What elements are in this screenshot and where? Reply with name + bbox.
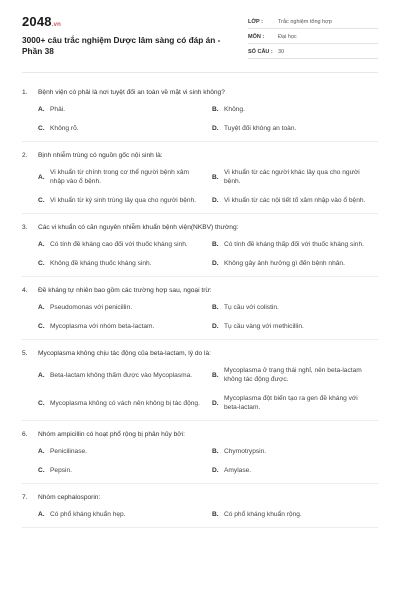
answer-option[interactable] (212, 466, 386, 475)
meta-label: MÔN : (248, 34, 265, 40)
answer-text: Không. (224, 106, 245, 113)
question-text (22, 88, 378, 97)
answer-option[interactable] (38, 394, 212, 412)
meta-row-subject (248, 31, 378, 44)
header (22, 0, 378, 62)
answer-text: Penicilinase. (50, 448, 88, 455)
question-number: 1. (22, 89, 28, 96)
question-block (22, 340, 378, 421)
answer-letter: B. (212, 511, 219, 518)
logo-tld: .vn (51, 22, 62, 28)
answer-options (22, 510, 378, 519)
answer-letter: A. (38, 173, 45, 181)
answer-option[interactable] (38, 466, 212, 475)
header-divider (22, 72, 378, 73)
answer-option[interactable] (212, 240, 386, 249)
answer-text: Mycoplasma không có vách nên không bị tác động. (50, 399, 200, 407)
answer-letter: B. (212, 106, 219, 113)
question-number: 3. (22, 224, 28, 231)
answer-text: Chymotrypsin. (224, 448, 267, 455)
question-number: 7. (22, 494, 28, 501)
answer-letter: C. (38, 260, 45, 267)
question-stem: Bịnh nhiễm trùng có nguồn gốc nội sinh là: (38, 152, 163, 159)
meta-row-class (248, 16, 378, 29)
answer-option[interactable] (38, 510, 212, 519)
answer-text: Tụ cầu vàng với methicillin. (224, 323, 304, 330)
answer-text: Vi khuẩn từ chính trong cơ thể người bệnh xâm nhập vào ổ bệnh. (50, 169, 190, 185)
answer-letter: D. (212, 197, 219, 204)
question-block (22, 421, 378, 484)
answer-letter: B. (212, 304, 219, 311)
answer-text: Không đề kháng thuốc kháng sinh. (50, 260, 152, 267)
answer-text: Có tính đề kháng thấp đối với thuốc kháng sinh. (224, 241, 364, 248)
question-stem: Nhóm ampicillin có hoạt phổ rộng bị phân hủy bởi: (38, 431, 185, 438)
answer-option[interactable] (38, 168, 212, 186)
answer-text: Có phổ kháng khuẩn rộng. (224, 511, 302, 518)
answer-option[interactable] (38, 105, 212, 114)
question-stem: Đề kháng tự nhiên bao gồm các trường hợp sau, ngoại trừ: (38, 287, 212, 294)
answer-option[interactable] (38, 124, 212, 133)
answer-letter: D. (212, 323, 219, 330)
answer-letter: D. (212, 467, 219, 474)
answer-options (22, 303, 378, 331)
answer-letter: A. (38, 511, 45, 518)
question-block (22, 484, 378, 528)
answer-option[interactable] (212, 105, 386, 114)
answer-options (22, 240, 378, 268)
answer-option[interactable] (212, 447, 386, 456)
question-stem: Các vi khuẩn có căn nguyên nhiễm khuẩn bệnh viện(NKBV) thường: (38, 224, 239, 231)
answer-option[interactable] (38, 303, 212, 312)
answer-options (22, 168, 378, 205)
answer-letter: A. (38, 241, 45, 248)
answer-option[interactable] (212, 196, 386, 205)
answer-option[interactable] (212, 322, 386, 331)
question-block (22, 142, 378, 214)
meta-value: Đại học (278, 34, 297, 40)
answer-option[interactable] (212, 303, 386, 312)
question-block (22, 79, 378, 142)
answer-text: Pepsin. (50, 467, 72, 474)
question-number: 5. (22, 350, 28, 357)
question-text (22, 430, 378, 439)
answer-letter: D. (212, 399, 219, 407)
answer-letter: A. (38, 371, 45, 379)
question-number: 4. (22, 287, 28, 294)
answer-text: Không rõ. (50, 125, 79, 132)
answer-options (22, 105, 378, 133)
answer-option[interactable] (212, 168, 386, 186)
answer-letter: C. (38, 467, 45, 474)
answer-text: Amylase. (224, 467, 252, 474)
answer-text: Có tính đề kháng cao đối với thuốc kháng sinh. (50, 241, 188, 248)
answer-option[interactable] (212, 124, 386, 133)
answer-letter: A. (38, 448, 45, 455)
answer-letter: D. (212, 125, 219, 132)
meta-info (248, 14, 378, 62)
answer-text: Tuyệt đối không an toàn. (224, 125, 297, 132)
question-stem: Nhóm cephalosporin: (38, 494, 101, 501)
document-title: 3000+ câu trắc nghiệm Dược lâm sàng có đáp án - Phần 38 (22, 35, 221, 56)
answer-text: Vi khuẩn từ các người khác lây qua cho người bệnh. (224, 169, 360, 185)
answer-text: Phải. (50, 106, 66, 113)
site-logo[interactable] (22, 14, 228, 29)
question-stem: Mycoplasma không chịu tác động của beta-lactam, lý do là: (38, 350, 211, 357)
brand-column (22, 14, 228, 62)
meta-value: 30 (278, 49, 285, 55)
answer-option[interactable] (212, 366, 386, 384)
answer-letter: A. (38, 304, 45, 311)
question-text (22, 286, 378, 295)
meta-label: LỚP : (248, 19, 263, 25)
question-stem: Bệnh viện có phải là nơi tuyệt đối an toàn về mặt vi sinh không? (38, 89, 225, 96)
answer-option[interactable] (212, 394, 386, 412)
answer-letter: A. (38, 106, 45, 113)
answer-option[interactable] (212, 259, 386, 268)
answer-text: Pseudomonas với penicillin. (50, 304, 133, 311)
answer-text: Không gây ảnh hưởng gì đến bệnh nhân. (224, 260, 345, 267)
answer-option[interactable] (38, 240, 212, 249)
answer-text: Mycoplasma với nhóm beta-lactam. (50, 323, 155, 330)
question-block (22, 277, 378, 340)
answer-option[interactable] (38, 447, 212, 456)
answer-option[interactable] (38, 322, 212, 331)
question-text (22, 493, 378, 502)
answer-options (22, 447, 378, 475)
answer-text: Mycoplasma đột biến tạo ra gen đề kháng với beta-lactam. (224, 395, 358, 411)
answer-text: Vi khuẩn từ ký sinh trùng lây qua cho người bệnh. (50, 197, 197, 204)
question-list (22, 79, 378, 528)
meta-row-count (248, 46, 378, 59)
answer-letter: B. (212, 371, 219, 379)
answer-letter: C. (38, 323, 45, 330)
answer-letter: B. (212, 173, 219, 181)
answer-text: Tụ cầu với colistin. (224, 304, 279, 311)
answer-options (22, 366, 378, 412)
answer-text: Beta-lactam không thấm được vào Mycoplasma. (50, 371, 193, 379)
question-text (22, 223, 378, 232)
answer-letter: C. (38, 125, 45, 132)
answer-letter: C. (38, 399, 45, 407)
answer-letter: C. (38, 197, 45, 204)
answer-option[interactable] (38, 196, 212, 205)
answer-text: Có phổ kháng khuẩn hẹp. (50, 511, 126, 518)
answer-letter: B. (212, 448, 219, 455)
answer-option[interactable] (38, 259, 212, 268)
question-number: 2. (22, 152, 28, 159)
question-block (22, 214, 378, 277)
question-text (22, 151, 378, 160)
meta-value: Trắc nghiệm tổng hợp (278, 19, 332, 25)
question-text (22, 349, 378, 358)
meta-label: SỐ CÂU : (248, 49, 273, 55)
answer-option[interactable] (212, 510, 386, 519)
logo-main: 2048 (22, 14, 52, 29)
answer-letter: B. (212, 241, 219, 248)
answer-text: Mycoplasma ở trạng thái nghỉ, nên beta-lactam không tác động được. (224, 367, 362, 383)
question-number: 6. (22, 431, 28, 438)
answer-letter: D. (212, 260, 219, 267)
answer-option[interactable] (38, 366, 212, 384)
answer-text: Vi khuẩn từ các nội tiết tố xâm nhập vào ổ bệnh. (224, 197, 366, 204)
